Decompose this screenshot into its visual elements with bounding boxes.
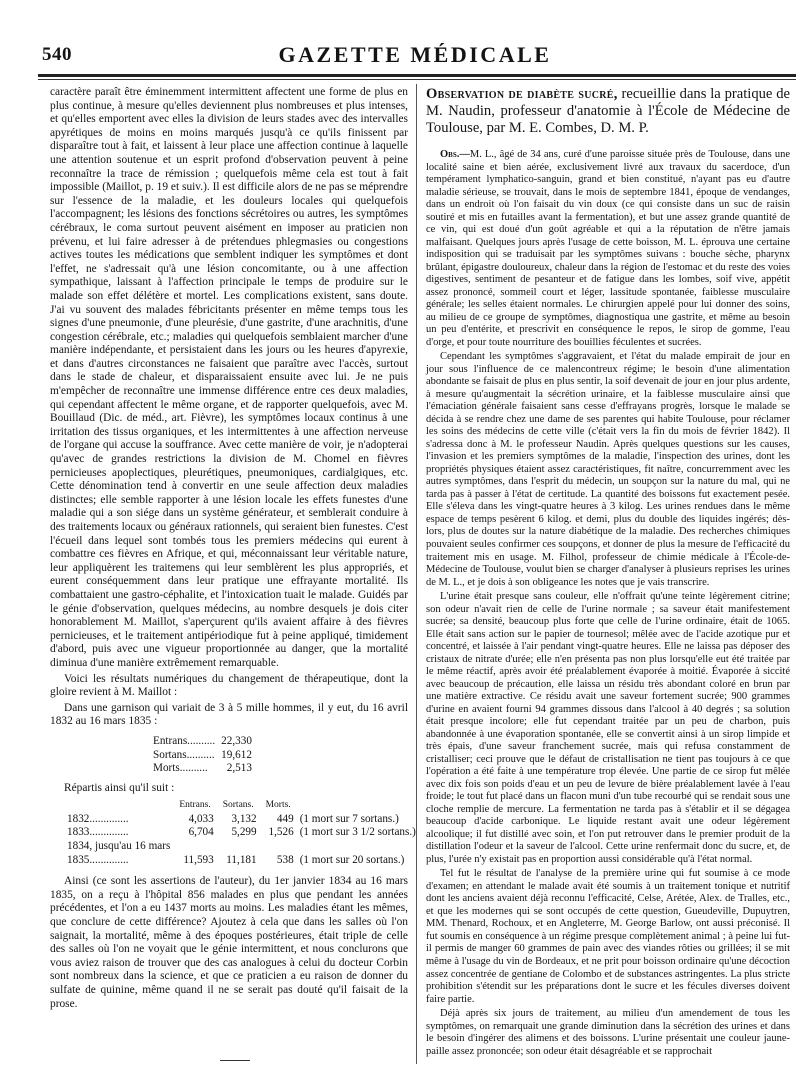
table-cell: 449	[276, 812, 294, 825]
table-row	[64, 854, 419, 868]
table-cell: 11,181	[226, 853, 257, 866]
table-header-row	[64, 799, 419, 813]
table-cell	[217, 840, 260, 854]
table-cell: 4,033	[188, 812, 214, 825]
table-cell: (1 mort sur 3 1/2 sortans.)	[299, 826, 416, 839]
table-cell: Entrans..........	[153, 734, 216, 747]
table-cell: 538	[276, 853, 294, 866]
table-cell: 6,704	[188, 826, 214, 839]
paragraph: Répartis ainsi qu'il suit :	[64, 781, 175, 794]
table-cell	[173, 840, 216, 854]
table-cell: (1 mort sur 20 sortans.)	[299, 853, 405, 866]
page-number: 540	[42, 44, 72, 65]
table-cell: Sortans..........	[153, 748, 215, 761]
article-title-lead: Observation de diabète sucré,	[426, 86, 618, 102]
paragraph: L'urine était presque sans couleur, elle n'offrait qu'une teinte légèrement citrine; son odeur n'avait rien de celle de l'urine normale ; sa saveur était manifestement sucrée; sa densité, beaucoup plus forte que celle de l'urine ordinaire, était de 1065. Elle était sans action sur le papier de tournesol; mêlée avec de l'acide azotique pur et concentré, et laissée à l'air pendant vingt-quatre heures. Elle ne laissa pas déposer des cristaux de nitrate d'urée; elle n'en présenta pas non plus lorsqu'elle eut été traitée par le même réactif, après avoir été préalablement évaporée à moitié. Évaporée à siccité avec beaucoup de précaution, elle laissa un résidu très abondant coloré en brun par une matière extractive. Ce résidu avait une saveur fortement sucrée; 900 grammes d'urine en avaient fourni 94 grammes dissous dans l'alcool à 40 degrés ; sa solution était presque incolore; elle fut cependant traitée par un peu de charbon, puis abandonnée à une évaporation spontanée, elle se convertit ainsi à un sirop limpide et très épais, d'une saveur franchement sucrée, mais qui refusa constamment de cristalliser; ceci prouve que le défaut de cristallisation ne tient pas toujours à ce que l'opération a été faite à une température trop élevée. Une partie de ce sirop fut mêlée avec dix fois son poids d'eau et un peu de levure de bière préalablement lavée à l'eau froide; le tout fut placé dans un flacon muni d'un tube recourbé qui se rendait sous une cloche remplie de mercure. La fermentation ne tarda pas à s'établir et il se dégagea beaucoup d'acide carbonique. Le liquide restant avait une odeur légèrement alcoolique; il fut distillé avec soin, et l'on put retrouver dans le premier produit de la distillation l'odeur et la saveur de l'alcool. Cette urine renfermait donc du sucre, et, de plus, l'urée n'y existait pas en proportion aussi considérable qu'à l'état normal.	[426, 591, 790, 865]
table-row	[150, 749, 255, 763]
paragraph-text: M. L., âgé de 34 ans, curé d'une paroisse située près de Toulouse, dans une localité saine et bien aérée, exclusivement livré aux travaux du sacerdoce, d'un tempérament lymphatico-sanguin, grand et bien constitué, n'ayant pas eu d'autre maladie sérieuse, se trouvait, dans le mois de septembre 1841, époque de vendanges, dans un endroit où l'on faisait du vin doux (ce qui consiste dans un suc de raisin soutiré et mis en futailles avant la fermentation), et but une assez grande quantité de ce vin, qui est doué d'un goût agréable et qui a la réputation de n'être jamais malfaisant. Quelques jours après l'usage de cette boisson, M. L. éprouva une certaine indisposition qui se traduisait par les symptômes suivans : bouche sèche, pharynx brûlant, épigastre douloureux, chaleur dans la région de l'estomac et du reste des voies digestives, sentiment de pesanteur et de fatigue dans les lombes, soif vive, appétit assez prononcé, sommeil court et léger, lassitude spontanée, faiblesse musculaire générale; les selles étaient normales. Le chirurgien appelé pour lui donner des soins, au milieu de ce groupe de symptômes, diagnostiqua une gastrite, et même au besoin un peu d'entérite, et prescrivit en conséquence le repos, le sirop de gomme, l'eau d'orge, et pour toute nourriture des bouillies féculentes et sucrées.	[426, 149, 790, 348]
left-column	[50, 86, 416, 1013]
summary-table	[150, 735, 255, 776]
table-header	[64, 799, 173, 813]
header-rule-thin	[38, 79, 796, 80]
obs-label: Obs.—	[440, 149, 470, 160]
table-cell: 22,330	[221, 734, 252, 747]
table-cell: Morts..........	[153, 762, 208, 775]
table-cell: 11,593	[183, 853, 214, 866]
paragraph: Ainsi (ce sont les assertions de l'auteur), du 1er janvier 1834 au 16 mars 1835, on a reçu à l'hôpital 856 malades en plus que pendant les années précédentes, et l'on a eu 1437 morts au moins. Les maladies étant les mêmes, que conclure de cette différence? Ajoutez à cela que dans les salles où l'on saignait, la mortalité, même à des époques postérieures, était triple de celle des salles où l'on ne voyait que le génie intermittent, et nous conclurons que vous aviez raison de trouver que des cas analogues à celui du docteur Corbin sont nombreux dans la science, et que ce praticien a eu raison de donner du sulfate de quinine, même quand il ne se serait pas douté qu'il faisait de la prose.	[50, 875, 408, 1010]
table-row	[64, 826, 419, 840]
page-header	[38, 38, 792, 68]
table-cell: 1833..............	[67, 826, 129, 839]
table-header	[297, 799, 419, 813]
paragraph: Tel fut le résultat de l'analyse de la première urine qui fut soumise à ce mode d'examen; en attendant le malade avait été soumis à un traitement tonique et nutritif dont les anciens avaient déjà reconnu l'efficacité, Celse, Arétée, Alex. de Tralles, etc., et que les modernes qui se sont occupés de cette question, Gueudeville, Dupuytren, MM. Thenard, Rochoux, et en Angleterre, M. George Barlow, ont aussi préconisé. Il fut soumis en conséquence à un régime presque complètement animal ; à peine lui fut-il permis de manger 60 grammes de pain avec des viandes rôties ou grillées; il se mit même à l'usage du vin de Bordeaux, et ne prit pour boisson ordinaire qu'une décoction assez concentrée de gentiane de Colombo et de substances astringentes. La plus stricte prohibition s'étendit sur les préparations dont le sucre et les fécules diverses doivent faire partie.	[426, 868, 790, 1005]
table-cell: 19,612	[221, 748, 252, 761]
table-header: Sortans.	[222, 800, 254, 811]
table-row	[64, 813, 419, 827]
header-rule	[38, 74, 796, 77]
journal-title: GAZETTE MÉDICALE	[278, 42, 552, 67]
table-cell	[260, 840, 297, 854]
table-cell: 1832..............	[67, 812, 129, 825]
table-cell: 3,132	[231, 812, 257, 825]
table-row	[150, 762, 255, 776]
paragraph: Dans une garnison qui variait de 3 à 5 mille hommes, il y eut, du 16 avril 1832 au 16 mars 1835 :	[50, 701, 408, 728]
paragraph: Voici les résultats numériques du changement de thérapeutique, dont la gloire revient à M. Maillot :	[50, 672, 408, 699]
table-cell: 1834, jusqu'au 16 mars	[67, 840, 171, 853]
table-cell: 1835..............	[67, 853, 129, 866]
table-cell: 5,299	[231, 826, 257, 839]
paragraph: Déjà après six jours de traitement, au milieu d'un amendement de tous les symptômes, on remarquait une grande diminution dans la sécrétion des urines et dans le besoin d'ingérer des alimens et des boissons. L'urine présentait une couleur jaune-paille assez prononcée; son odeur était désagréable et se rapprochait	[426, 1008, 790, 1057]
table-cell: 1,526	[268, 826, 294, 839]
table-row	[64, 840, 419, 854]
article-title	[426, 86, 790, 137]
table-cell: (1 mort sur 7 sortans.)	[299, 812, 399, 825]
column-divider	[416, 84, 417, 1064]
table-header: Morts.	[265, 800, 291, 811]
footer-rule	[220, 1060, 250, 1061]
table-row	[150, 735, 255, 749]
paragraph	[426, 149, 790, 349]
table-cell: 2,513	[226, 762, 252, 775]
paragraph: Cependant les symptômes s'aggravaient, et l'état du malade empirait de jour en jour sous l'influence de ce malencontreux régime; le besoin d'une alimentation abondante se faisait de plus en plus sentir, la soif devenait de jour en jour plus ardente, à mesure qu'augmentait la sécrétion urinaire, et la faiblesse musculaire ainsi que l'émaciation générale faisaient sans cesse d'effrayans progrès, lorsque le malade se décida à se rendre chez une dame de ses parentes qui habite Toulouse, pour réclamer les soins des médecins de cette ville (c'était vers la fin du mois de février 1842). Il s'adressa donc à M. le professeur Naudin. Après quelques questions sur les causes, l'invasion et les premiers symptômes de la maladie, l'inspection des urines, dont les propriétés physiques étaient assez caractéristiques, fit naître, concurremment avec les autres symptômes, dans l'esprit du médecin, un soupçon sur la nature du mal, qui ne tarda pas à passer à l'état de certitude. La quantité des boissons fut exactement pesée. Elle s'éleva dans les vingt-quatre heures à 3 kilog. Les urines rendues dans le même espace de temps pesèrent 6 kilog. et demi, plus du double des liquides ingérés; dès-lors, plus de doutes sur la nature diabétique de la maladie. Des recherches chimiques pouvaient seules confirmer ces soupçons, et donner de plus la mesure de l'efficacité du traitement mis en usage. M. Filhol, professeur de chimie médicale à l'École-de-Médecine de Toulouse, voulut bien se charger d'analyser à plusieurs reprises les urines de M. L., et je dois à son obligeance les notes que je vais transcrire.	[426, 351, 790, 588]
paragraph: caractère paraît être éminemment intermittent affectent une forme de plus en plus continue, à mesure qu'elles deviennent plus nombreuses et plus intenses, et qu'elles emportent avec elles la division de leurs stades avec des intervalles apyrétiques de moins en moins marqués jusqu'à ce qu'ils finissent par disparaître tout à fait, et laissent à leur place une affection continue à laquelle une attention soutenue et un esprit profond d'observation peuvent à peine reconnaître la trace de rémission ; quelquefois même cela est tout à fait impossible (Maillot, p. 19 et suiv.). Il est difficile alors de ne pas se méprendre sur l'essence de la maladie, et les douleurs locales qui quelquefois l'accompagnent; les lésions des fonctions sécrétoires ou autres, les symptômes cérébraux, le coma surtout peuvent aisément en imposer au praticien non prévenu, et lui faire adresser à de prétendues phlegmasies ou congestions actives toutes les médications que semblent indiquer les symptômes et dont l'effet, ne s'adressait qu'à une lésion concomitante, ou à une affection sympathique, laissant à l'affection principale le temps de produire sur le malade son effet délétère et mortel. Les complications existent, sans doute. J'ai vu souvent des malades fébricitants présenter en même temps tous les signes d'une pneumonie, d'une pleurésie, d'une gastrite, d'une arachnitis, d'une congestion cérébrale, etc.; maladies qui quelquefois semblaient marcher d'une manière indépendante, et persistaient dans les jours ou les heures d'apyrexie, et dans d'autres circonstances ne faisaient que paraître avec l'accès, surtout dans le stade de chaleur, et disparaissaient ensuite avec lui. Je ne puis m'empêcher de reconnaître une immense différence entre ces deux maladies, qui cependant affectent le même organe, et de rapporter quelquefois, avec M. Bouillaud (Dic. de méd., art. Fièvre), les symptômes locaux continus à une irritation des tissus organiques, et les intermittentes à une affection nerveuse de l'organe qui accuse la souffrance. Avec cette manière de voir, je n'adopterai qu'avec de grandes restrictions la division de M. Chomel en fièvres pernicieuses apoplectiques, pleurétiques, pneumoniques, cardialgiques, etc. Cette dénomination tend à convertir en une seule affection deux maladies distinctes; elle semble rapporter à une lésion locale les effets funestes d'une maladie qui a son siége dans un système générateur, et semblerait conduire à des traitements locaux ou généraux rationnels, qui seraient bien funestes. C'est l'écueil dans lequel sont tombés tous les premiers médecins qui eurent à combattre ces fièvres en Afrique, et qui, méconnaissant leur véritable nature, leur appliquèrent les traitemens qui leur semblèrent les plus appropriés, et eurent conséquemment dans leur pratique une effrayante mortalité. Ils combattaient une gastro-céphalite, et l'intoxication tuait le malade. Guidés par le génie d'observation, quelques médecins, au nombre desquels je dois citer honorablement M. Maillot, s'aperçurent qu'ils avaient affaire à des fièvres pernicieuses, et le traitement antipériodique fut à peine appliqué, timidement d'abord, puis avec une vigueur proportionnée au danger, que la mortalité diminua d'une manière extrêmement remarquable.	[50, 86, 408, 669]
right-column	[426, 86, 790, 1060]
breakdown-table	[64, 799, 419, 867]
table-header: Entrans.	[179, 800, 211, 811]
table-cell	[297, 840, 419, 854]
article-title-rest: recueillie dans la pratique de M. Naudin, professeur d'anatomie à l'École de Médecine de Toulouse, par M. E. Combes, D. M. P.	[426, 86, 790, 136]
